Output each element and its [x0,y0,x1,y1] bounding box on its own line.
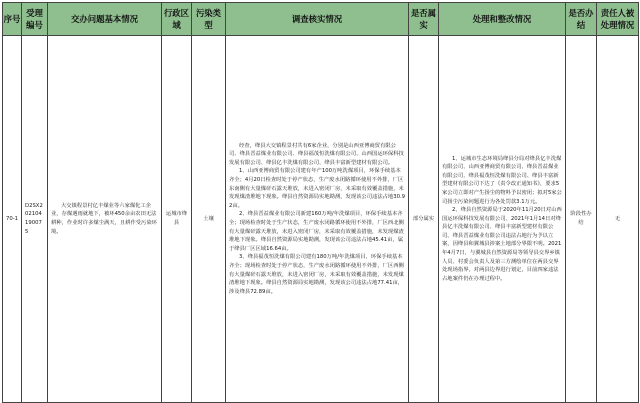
seq-text: 70-1 [5,215,19,222]
header-accountability: 责任人被处理情况 [597,3,639,36]
handling-para-0: 1、运城市生态环境局绛县分局对绛县亿丰洗煤有限公司、山西亚博商贸有限公司、绛县晋益煤业有限公司、绛县福茂恒洗煤有限公司、绛县丰富新型建材有限公司下达了《责令改正通知书》，要求5家公司立即对产生扬尘的物料予以密闭；拟对5家公司扬尘污染问题进行为各处罚款3.1万元。 [442,155,562,205]
cell-accountability [597,36,639,403]
cell-issue [48,36,162,403]
closed-text: 阶段性办结 [570,211,592,226]
cell-region [162,36,192,403]
cell-pollution-type [192,36,226,403]
case-table [2,2,639,403]
issue-text: 大交镇程景村亿丰煤业等六家煤化工企业，存煤遇雨就地下，被环450余亩农田无法耕种，作业时许多煤尘满天，且耕作受污染环境。 [51,202,157,235]
cell-closed [566,36,597,403]
cell-seq [3,36,22,403]
investigation-para-0: 经查，绛县大交镇程景村共有6家企业，分别是山西亚博商贸有限公司、绛县晋益煤业有限公司、绛县福茂恒洗煤有限公司、山西国运环保科技发展有限公司、绛县亿丰洗煤有限公司、绛县丰富新型建材有限公司。 [229,142,404,166]
header-closed: 是否办结 [566,3,597,36]
investigation-para-1: 1、山西亚博商贸有限公司建有年产100万吨洗煤项目，环保手续基本齐全；4月20日检查时处于停产状态，生产废水闭路循环使用不外排，厂区东南侧有大量煤矸石露天堆放，未进入密闭厂房，未采取有效覆盖措施，未发现煤渣堆地下现象。绛县自然资源局实地勘测，发现该公司违法占地30.92亩。 [229,168,405,209]
cell-handling [439,36,566,403]
investigation-para-3: 3、绛县福茂恒洗煤有限公司建有180万吨/年洗煤项目，环保手续基本齐全；现场检查时处于停产状态，生产废水闭路循环使用不外排，厂区西侧有大量煤矸石露天堆放，未进入密闭厂房，未采取有效覆盖措施，未发现煤渣堆地下现象。绛县自然资源局实地勘测，发现该公司违法占地77.41亩，涉及绛县72.89亩。 [229,254,404,295]
investigation-para-2: 2、绛县晋益煤业有限公司新建160万吨/年洗煤项目，环保手续基本齐全；现场检查时处于生产状态，生产废水闭路循环使用不外排，厂区西北侧有大量煤矸露天堆放，未进入密闭厂房，未采取有效覆盖措施，未发现煤渣堆地下现象。绛县自然资源局实地勘测，发现该公司违法占地45.41亩，属于绛县厂区区域16.64亩。 [229,211,404,252]
header-row [3,3,639,36]
header-issue: 交办问题基本情况 [48,3,162,36]
header-case-id: 受理编号 [22,3,48,36]
header-investigation: 调查核实情况 [226,3,409,36]
table-row [3,36,639,403]
accountability-text: 无 [614,215,621,222]
header-pollution-type: 污染类型 [192,3,226,36]
header-seq: 序号 [3,3,22,36]
pollution-type-text: 土壤 [203,215,214,222]
verified-text: 部分属实 [412,215,435,222]
cell-investigation [226,36,409,403]
cell-case-id [22,36,48,403]
region-text: 运城市绛县 [165,211,188,226]
cell-verified [409,36,439,403]
handling-para-1: 2、绛县自然资源局于2020年11月20日对山西国运环保科技发展有限公司、2021年1月14日对绛县亿丰洗煤有限公司、绛县丰富新型建材有限公司、绛县晋益煤业有限公司违法占地行为予以立案，因绛县和翼城县涉案土地部分界限不明。2021年4月7日，与翼城县自然资源局等领导县交界乡镇人员、村委会负责人及第三方测绘单位在两县交界处现场指界，对两县边界进行划定，目前四家违法占地案件仍在办理过程中。 [442,207,562,282]
header-handling: 处理和整改情况 [439,3,566,36]
case-id-text: D2SX202104190075 [25,202,43,235]
header-verified: 是否属实 [409,3,439,36]
header-region: 行政区域 [162,3,192,36]
